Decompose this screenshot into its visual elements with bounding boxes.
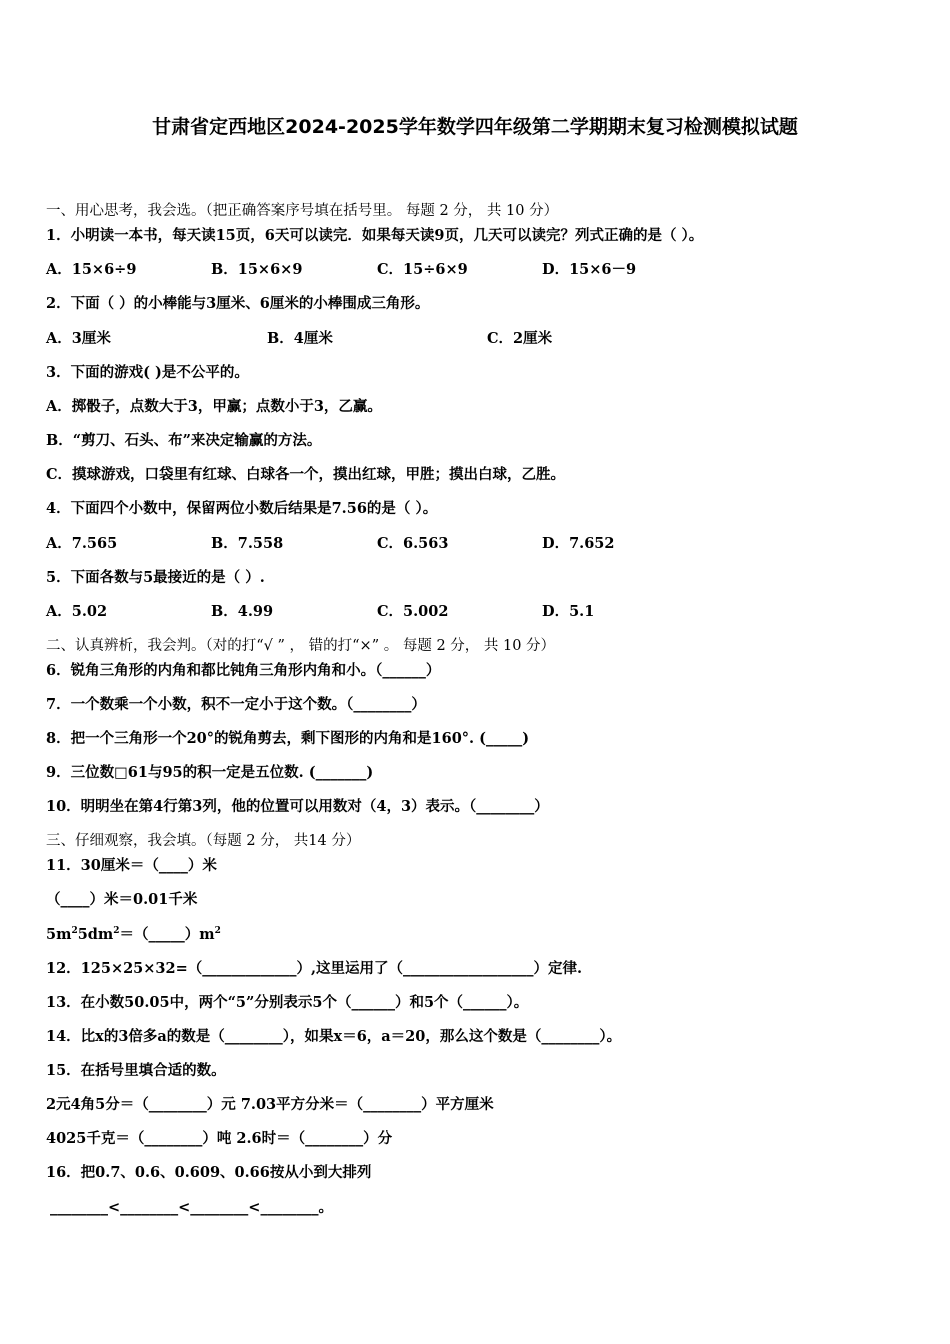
section-1-heading: 一、用心思考，我会选。（把正确答案序号填在括号里。 每题 2 分， 共 10 分） [46, 203, 559, 219]
q5-option-b: B．4.99 [211, 603, 274, 620]
question-4: 4．下面四个小数中，保留两位小数后结果是7.56的是（ ）。 [46, 500, 438, 517]
q11c-sup-2: 2 [113, 926, 120, 937]
q1-option-a: A．15×6÷9 [46, 261, 137, 278]
question-5: 5．下面各数与5最接近的是（ ）. [46, 569, 265, 586]
q5-option-d: D．5.1 [542, 603, 595, 620]
q5-option-c: C．5.002 [377, 603, 449, 620]
q4-option-b: B．7.558 [211, 535, 284, 552]
question-13: 13．在小数50.05中，两个“5”分别表示5个（______）和5个（______）。 [46, 994, 529, 1011]
q2-option-c: C．2厘米 [487, 330, 553, 347]
q11c-sup-3: 2 [214, 926, 221, 937]
question-11-b: （____）米＝0.01千米 [46, 891, 198, 908]
question-14: 14．比x的3倍多a的数是（________），如果x＝6，a＝20，那么这个数是（________）。 [46, 1028, 622, 1045]
q4-option-c: C．6.563 [377, 535, 449, 552]
section-3-heading: 三、仔细观察，我会填。（每题 2 分， 共14 分） [46, 833, 361, 849]
question-10: 10．明明坐在第4行第3列，他的位置可以用数对（4，3）表示。（________） [46, 798, 549, 815]
q3-option-c: C．摸球游戏，口袋里有红球、白球各一个，摸出红球，甲胜；摸出白球，乙胜。 [46, 466, 566, 483]
q5-option-a: A．5.02 [46, 603, 108, 620]
question-11-c [46, 925, 221, 945]
q2-option-b: B．4厘米 [267, 330, 333, 347]
question-3: 3．下面的游戏( )是不公平的。 [46, 364, 249, 381]
q11c-post: ＝（_____）m [119, 926, 215, 943]
question-9: 9．三位数□61与95的积一定是五位数. (_______) [46, 764, 374, 781]
q1-option-d: D．15×6－9 [542, 261, 637, 278]
question-15-a: 2元4角5分＝（________）元 7.03平方分米＝（________）平方厘米 [46, 1096, 494, 1113]
question-16: 16．把0.7、0.6、0.609、0.66按从小到大排列 [46, 1164, 372, 1181]
q3-option-b: B．“剪刀、石头、布”来决定输赢的方法。 [46, 432, 322, 449]
question-2: 2．下面（ ）的小棒能与3厘米、6厘米的小棒围成三角形。 [46, 295, 430, 312]
q11c-sup-1: 2 [71, 926, 78, 937]
question-1: 1．小明读一本书，每天读15页，6天可以读完．如果每天读9页，几天可以读完？列式正确的是（ ）。 [46, 227, 704, 244]
q4-option-d: D．7.652 [542, 535, 615, 552]
section-2-heading: 二、认真辨析，我会判。（对的打“√ ” ， 错的打“×” 。 每题 2 分， 共 10 分） [46, 638, 556, 654]
question-11-a: 11．30厘米＝（____）米 [46, 857, 217, 874]
q2-option-a: A．3厘米 [46, 330, 111, 347]
q11c-pre: 5m [46, 926, 72, 943]
q11c-mid: 5dm [77, 926, 114, 943]
question-7: 7．一个数乘一个小数，积不一定小于这个数。（________） [46, 696, 426, 713]
question-6: 6．锐角三角形的内角和都比钝角三角形内角和小。（______） [46, 662, 441, 679]
question-8: 8．把一个三角形一个20°的锐角剪去，剩下图形的内角和是160°. (_____) [46, 730, 530, 747]
q1-option-b: B．15×6×9 [211, 261, 303, 278]
q4-option-a: A．7.565 [46, 535, 118, 552]
question-15: 15．在括号里填合适的数。 [46, 1062, 226, 1079]
q3-option-a: A．掷骰子，点数大于3，甲赢；点数小于3，乙赢。 [46, 398, 382, 415]
q1-option-c: C．15÷6×9 [377, 261, 468, 278]
question-15-b: 4025千克＝（________）吨 2.6时＝（________）分 [46, 1130, 393, 1147]
question-16-blanks: ________<________<________<________。 [50, 1199, 333, 1216]
page-title: 甘肃省定西地区2024-2025学年数学四年级第二学期期末复习检测模拟试题 [152, 116, 798, 138]
question-12: 12．125×25×32=（_____________）,这里运用了（__________________）定律. [46, 960, 583, 977]
